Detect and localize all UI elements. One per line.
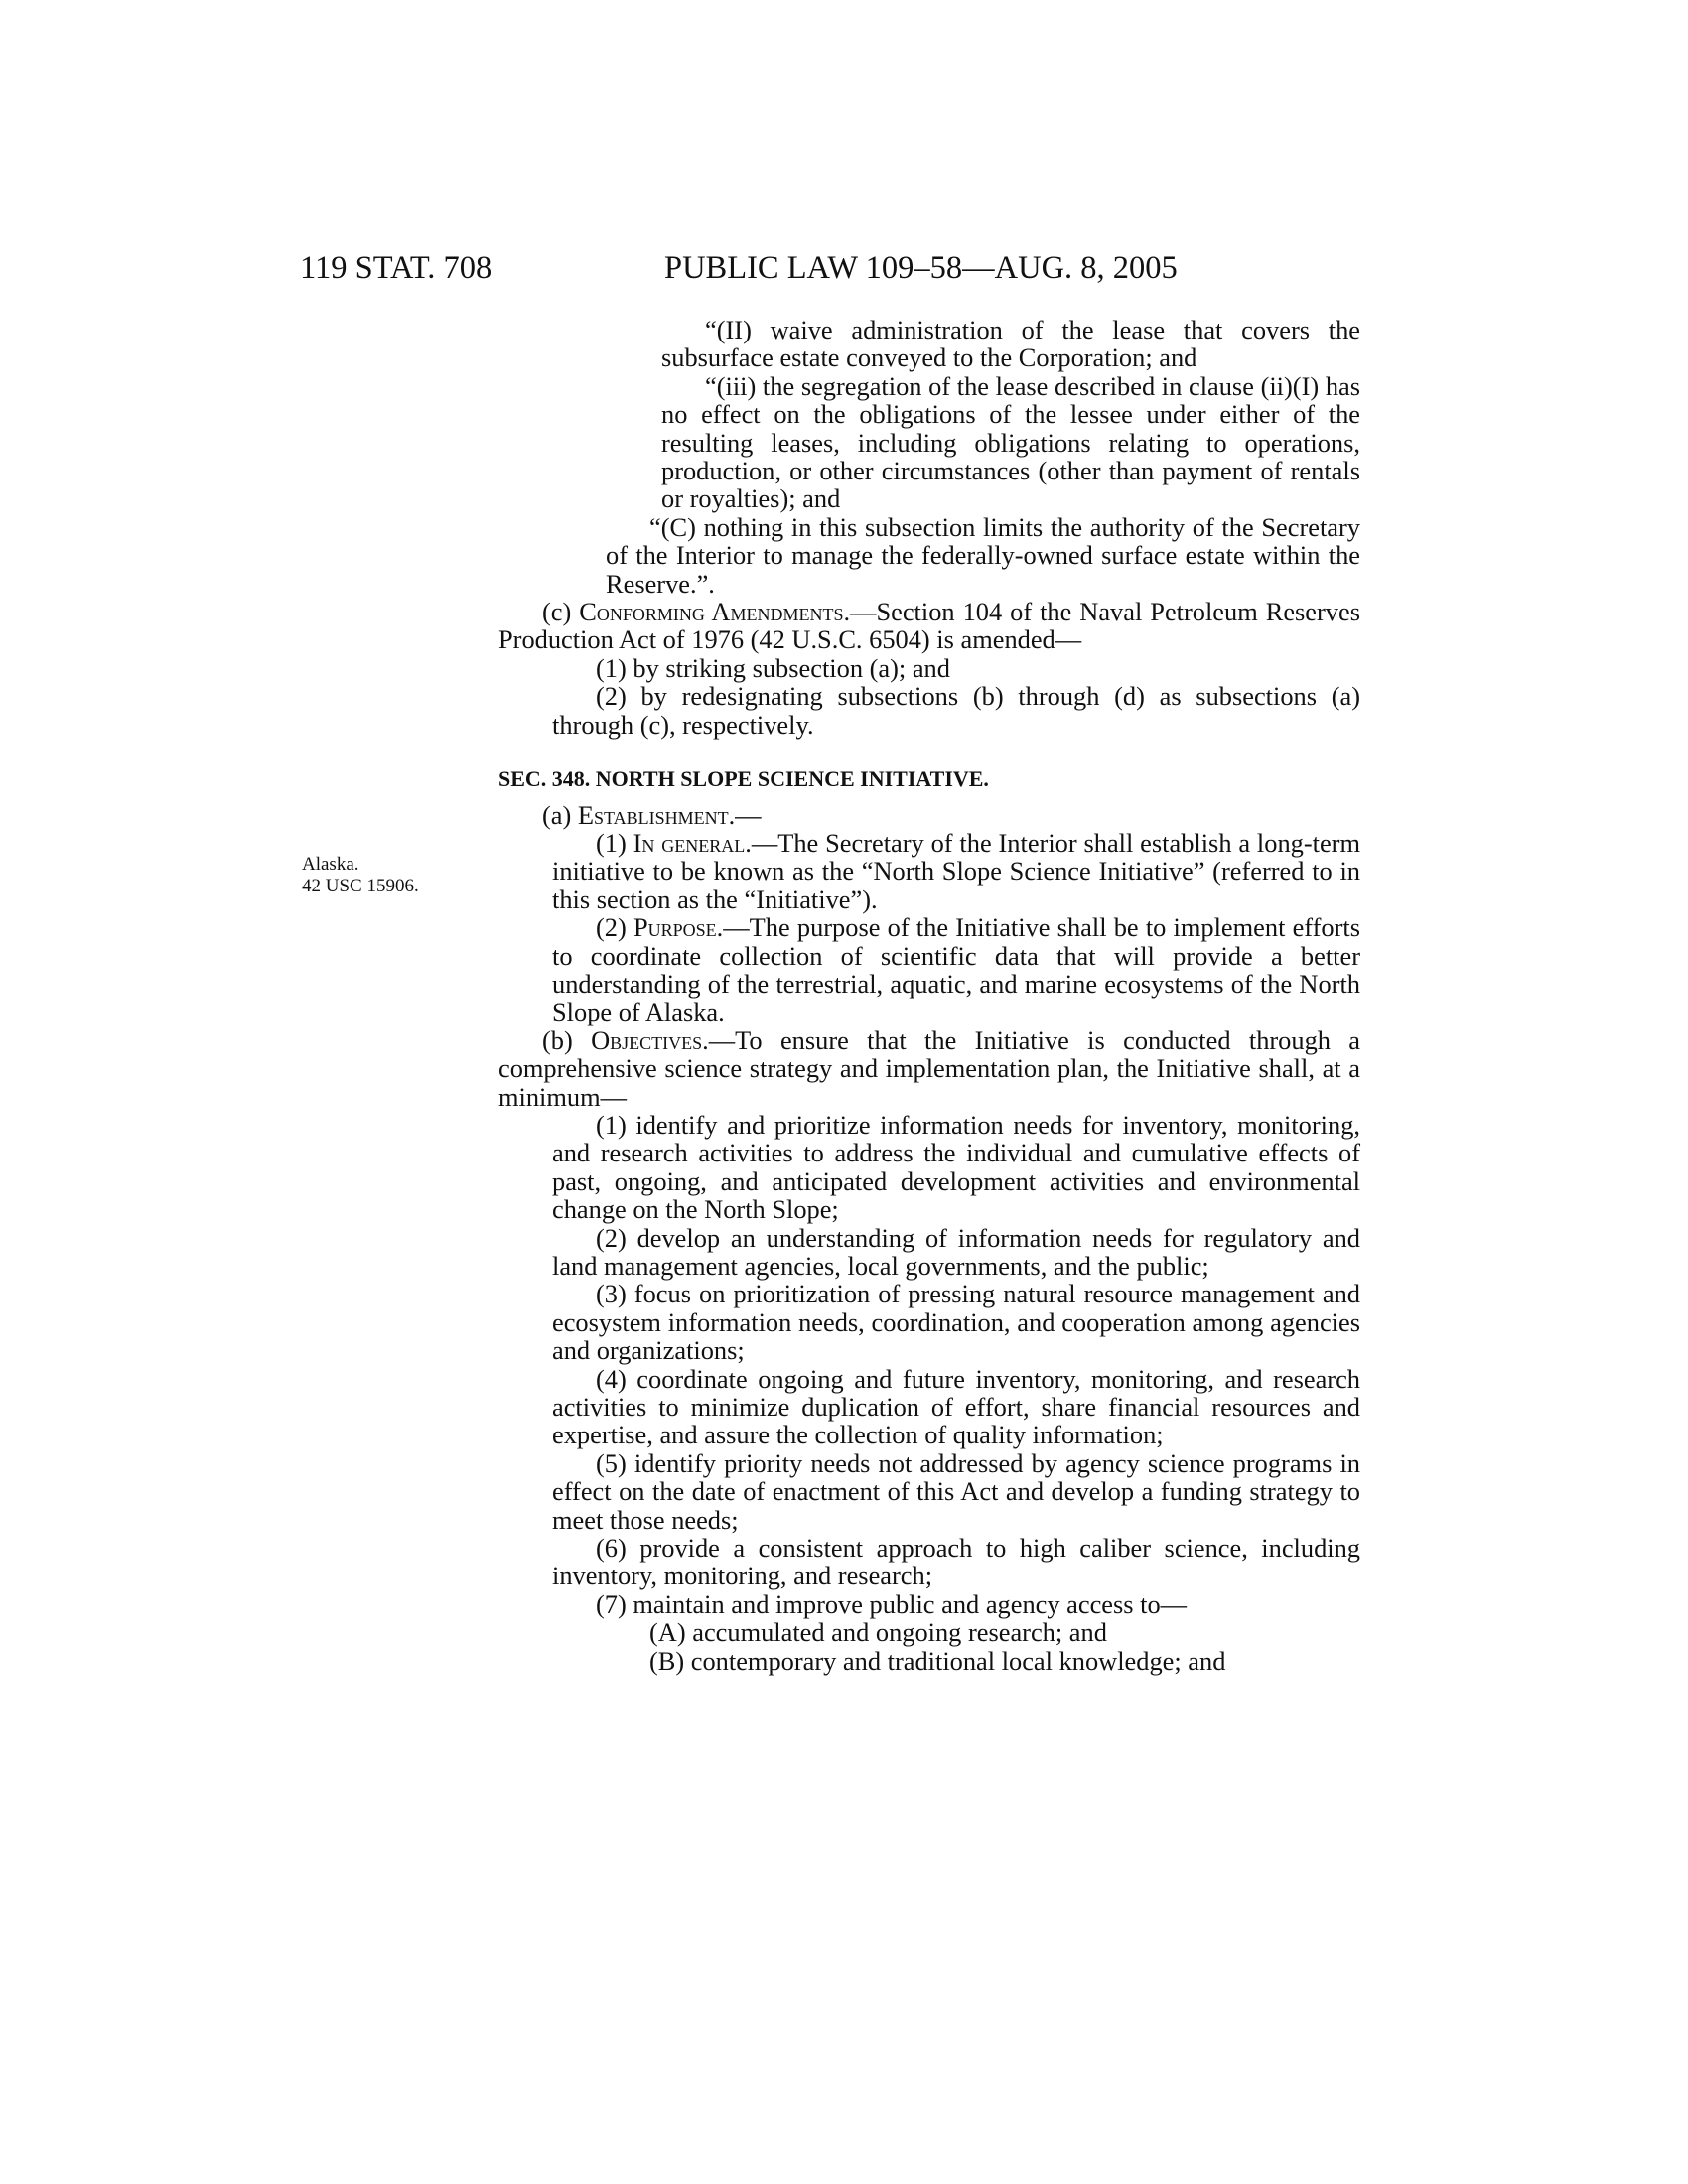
paragraph-b6: (6) provide a consistent approach to high caliber science, including inventory, monitoring, and research; [552, 1533, 1360, 1591]
stat-citation: 119 STAT. 708 [300, 250, 492, 286]
subsection-a-heading: Establishment [577, 799, 729, 830]
paragraph-a2-heading: Purpose [633, 912, 717, 943]
margin-note [302, 854, 471, 897]
subsection-a-suffix: .— [728, 799, 762, 830]
paragraph-C: “(C) nothing in this subsection limits the authority of the Secretary of the Interior to manage the federally-owned surface estate within the Reserve.”. [606, 511, 1360, 599]
paragraph-II: “(II) waive administration of the lease that covers the subsurface estate conveyed to the Corporation; and [661, 315, 1360, 373]
body-text [498, 316, 1360, 1675]
paragraph-a1 [498, 829, 1360, 913]
paragraph-b3: (3) focus on prioritization of pressing natural resource management and ecosystem information needs, coordination, and cooperation among agencies and organizations; [552, 1279, 1360, 1366]
subsection-c-heading: Conforming Amendments [579, 597, 844, 627]
subsection-c-label: (c) [542, 597, 580, 627]
paragraph-a2-label: (2) [596, 912, 633, 943]
paragraph-c1: (1) by striking subsection (a); and [596, 652, 950, 683]
paragraph-a1-label: (1) [596, 827, 633, 858]
paragraph-iii: “(iii) the segregation of the lease described in clause (ii)(I) has no effect on the obligations of the lessee under either of the resulting leases, including obligations relating to operations, production, or other circumstances (other than payment of rentals or royalties); and [661, 370, 1360, 514]
paragraph-c2: (2) by redesignating subsections (b) through (d) as subsections (a) through (c), respectively. [552, 681, 1360, 740]
paragraph-b7A: (A) accumulated and ongoing research; and [649, 1617, 1107, 1648]
paragraph-b1: (1) identify and prioritize information needs for inventory, monitoring, and research activities to address the individual and cumulative effects of past, ongoing, and anticipated development activities and environmental change on the North Slope; [552, 1109, 1360, 1225]
subsection-c [498, 598, 1360, 654]
subsection-c-text: .—Section 104 of the Naval Petroleum Reserves Production Act of 1976 (42 U.S.C. 6504) is amended— [498, 597, 1360, 655]
paragraph-b5: (5) identify priority needs not addressed by agency science programs in effect on the date of enactment of this Act and develop a funding strategy to meet those needs; [552, 1447, 1360, 1535]
running-title: PUBLIC LAW 109–58—AUG. 8, 2005 [664, 250, 1178, 286]
margin-note-citation: 42 USC 15906. [302, 876, 419, 896]
paragraph-a1-text: .—The Secretary of the Interior shall establish a long-term initiative to be known as the “North Slope Science Initiative” (referred to in this section as the “Initiative”). [552, 827, 1360, 914]
paragraph-a1-heading: In general [633, 827, 746, 858]
paragraph-b7: (7) maintain and improve public and agency access to— [596, 1588, 1188, 1619]
paragraph-b4: (4) coordinate ongoing and future inventory, monitoring, and research activities to minimize duplication of effort, share financial resources and expertise, and assure the collection of quality information; [552, 1363, 1360, 1450]
subsection-b-heading: Objectives [591, 1024, 703, 1055]
paragraph-b2: (2) develop an understanding of information needs for regulatory and land management agencies, local governments, and the public; [552, 1222, 1360, 1281]
paragraph-a2 [498, 913, 1360, 1026]
page-header [0, 250, 1688, 290]
paragraph-a2-text: .—The purpose of the Initiative shall be to implement efforts to coordinate collection of scientific data that will provide a better understanding of the terrestrial, aquatic, and marine ecosystems of the North Slope of Alaska. [552, 912, 1360, 1027]
subsection-a-label: (a) [542, 799, 578, 830]
subsection-b-label: (b) [542, 1024, 592, 1055]
paragraph-b7B: (B) contemporary and traditional local knowledge; and [649, 1645, 1226, 1676]
margin-note-state: Alaska. [302, 854, 359, 875]
subsection-b [498, 1026, 1360, 1111]
subsection-a [498, 801, 1360, 829]
section-heading: SEC. 348. NORTH SLOPE SCIENCE INITIATIVE. [498, 766, 989, 792]
subsection-b-text: .—To ensure that the Initiative is conducted through a comprehensive science strategy and implementation plan, the Initiative shall, at a minimum— [498, 1024, 1360, 1112]
